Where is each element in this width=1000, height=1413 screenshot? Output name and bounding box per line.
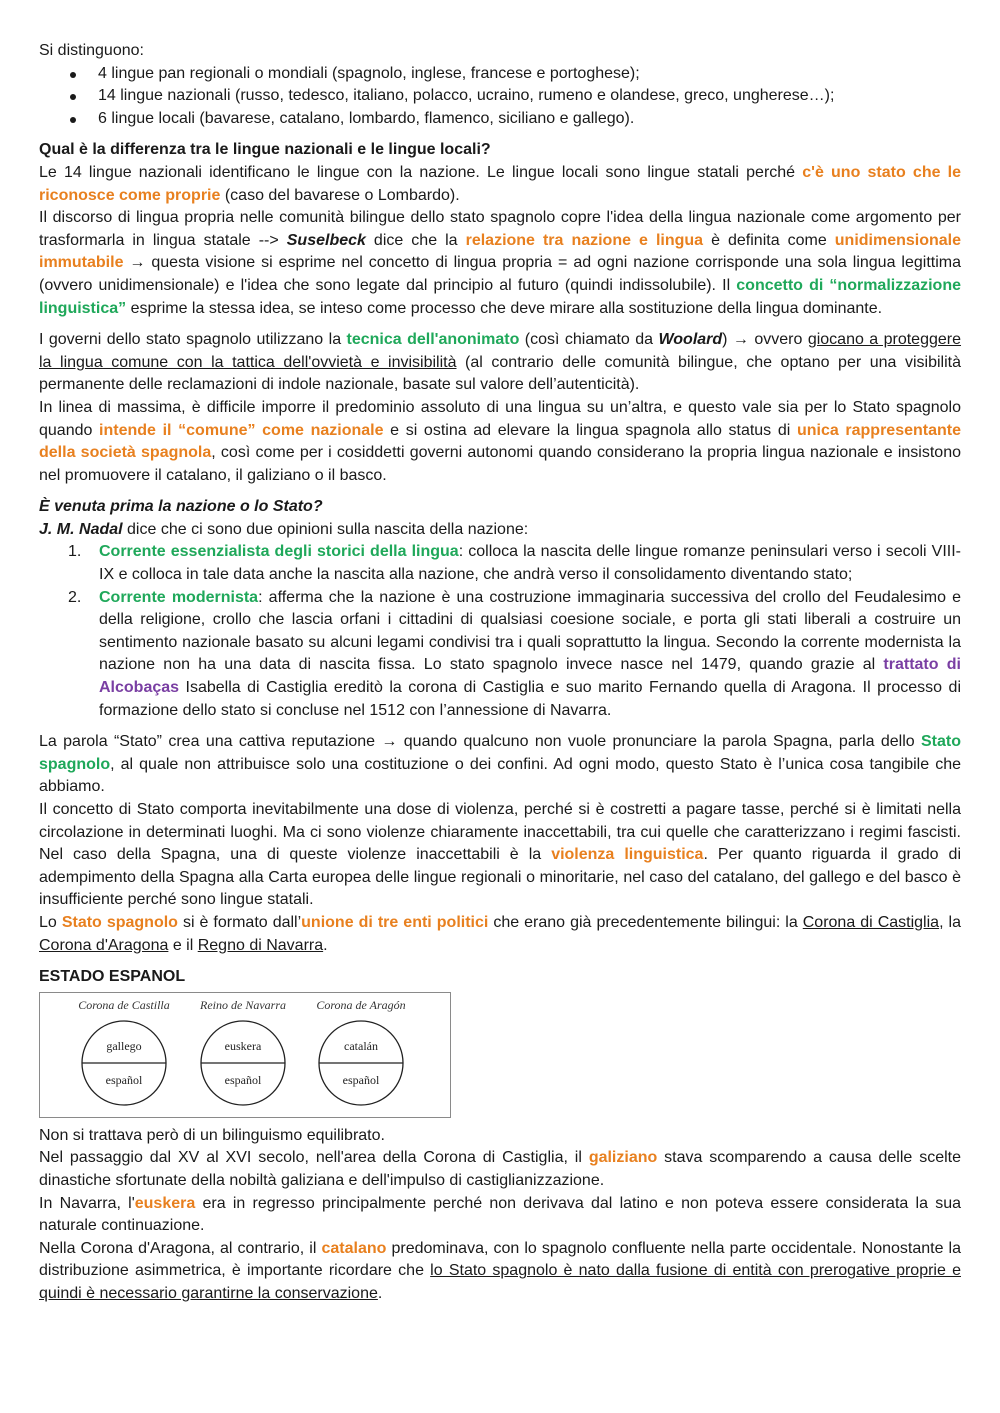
kingdom-name: Reino de Navarra xyxy=(200,997,286,1012)
kingdom-aragon xyxy=(316,998,405,1105)
state-language-label: español xyxy=(105,1072,143,1087)
local-language-label: catalán xyxy=(344,1038,378,1053)
paragraph: Nel passaggio dal XV al XVI secolo, nell'area della Corona di Castiglia, il galiziano stava scomparendo a causa delle scelte dinastiche sfortunate della nobiltà galiziana e dell'impulso di castiglianizzazione. xyxy=(39,1149,961,1189)
language-list xyxy=(39,63,961,131)
paragraph: La parola “Stato” crea una cattiva reputazione → quando qualcuno non vuole pronunciare la parola Spagna, parla dello Stato spagnolo, al quale non attribuisce solo una costituzione o dei confini. Ad ogni modo, questo Stato è l’unica cosa tangibile che abbiamo. xyxy=(39,733,961,796)
intro-lead: Si distinguono: xyxy=(39,42,144,59)
figure-heading: ESTADO ESPANOL xyxy=(39,968,186,986)
local-language-label: euskera xyxy=(224,1038,262,1053)
section-heading: Qual è la differenza tra le lingue nazionali e le lingue locali? xyxy=(39,141,491,159)
kingdom-navarra xyxy=(199,998,286,1105)
list-item: 2. Corrente modernista: afferma che la nazione è una costruzione immaginaria successiva del crollo del Feudalesimo e della religione, crollo che lascia orfani i cittadini di qualsiasi coesione sociale, e porta gli stati liberali a costruire un sentimento nazionale basato su alcuni legami condivisi tra i quali soprattutto la lingua. Secondo la corrente modernista la nazione non ha una data di nascita fissa. Lo stato spagnolo invece nasce nel 1479, quando grazie al trattato di Alcobaças Isabella di Castiglia ereditò la corona di Castiglia e suo marito Fernando quella di Aragona. Il processo di formazione dello stato si concluse nel 1512 con l’annessione di Navarra. xyxy=(68,588,962,719)
bullet-icon xyxy=(70,117,76,123)
paragraph: J. M. Nadal dice che ci sono due opinioni sulla nascita della nazione: xyxy=(39,520,529,538)
state-language-label: español xyxy=(342,1072,380,1087)
kingdom-name: Corona de Aragón xyxy=(316,997,406,1012)
list-item: 14 lingue nazionali (russo, tedesco, italiano, polacco, ucraino, rumeno e olandese, greco, ungherese…); xyxy=(39,85,961,108)
kingdoms-diagram xyxy=(39,992,451,1118)
kingdom-castilla xyxy=(78,998,170,1105)
paragraph: In Navarra, l'euskera era in regresso principalmente perché non derivava dal latino e non poteva essere considerata la sua naturale continuazione. xyxy=(39,1194,961,1235)
document-page xyxy=(39,40,961,1306)
state-language-label: español xyxy=(224,1072,262,1087)
paragraph: Il discorso di lingua propria nelle comunità bilingue dello stato spagnolo copre l'idea della lingua nazionale come argomento per trasformarla in lingua statale --> Suselbeck dice che la relazione tra nazione e lingua è definita come unidimensionale immutabile → questa visione si esprime nel concetto di lingua propria = ad ogni nazione corrisponde una sola lingua legittima (ovvero unidimensionale) e l'idea che sono legate dal principio al futuro (quindi indissolubile). Il concetto di “normalizzazione linguistica” esprime la stessa idea, se inteso come processo che deve mirare alla sostituzione della lingua dominante. xyxy=(39,209,962,317)
paragraph: I governi dello stato spagnolo utilizzano la tecnica dell'anonimato (così chiamato da Woolard) → ovvero giocano a proteggere la lingua comune con la tattica dell'ovvietà e invisibilità (al contrario delle comunità bilingue, che optano per una visibilità permanente delle reclamazioni di indole nazionale, basate sul valore dell’autenticità). xyxy=(39,331,962,394)
list-item: 1. Corrente essenzialista degli storici della lingua: colloca la nascita delle lingue romanze peninsulari verso i secoli VIII-IX e colloca in tale data anche la nascita alla nazione, che andrà verso il consolidamento diventando stato; xyxy=(68,543,962,584)
paragraph: Non si trattava però di un bilinguismo equilibrato. xyxy=(39,1126,385,1144)
paragraph: Il concetto di Stato comporta inevitabilmente una dose di violenza, perché si è costretti a pagare tasse, perché si è limitati nella circolazione in determinati luoghi. Ma ci sono violenze chiaramente inaccettabili, tra cui quelle che caratterizzano i regimi fascisti. Nel caso della Spagna, una di queste violenze inaccettabili è la violenza linguistica. Per quanto riguarda il grado di adempimento della Spagna alla Carta europea delle lingue regionali o minoritarie, nel caso del catalano, del gallego e del basco è insufficiente perché sono lingue statali. xyxy=(39,801,962,909)
paragraph: Nella Corona d'Aragona, al contrario, il catalano predominava, con lo spagnolo confluente nella parte occidentale. Nonostante la distribuzione asimmetrica, è importante ricordare che lo Stato spagnolo è nato dalla fusione di entità con prerogative proprie e quindi è necessario garantirne la conservazione. xyxy=(39,1239,961,1302)
local-language-label: gallego xyxy=(106,1038,142,1053)
kingdom-name: Corona de Castilla xyxy=(78,997,170,1012)
bullet-icon xyxy=(70,72,76,78)
section-heading: È venuta prima la nazione o lo Stato? xyxy=(39,498,323,516)
paragraph: Le 14 lingue nazionali identificano le lingue con la nazione. Le lingue locali sono lingue statali perché c'è uno stato che le riconosce come proprie (caso del bavarese o Lombardo). xyxy=(39,163,962,204)
paragraph: In linea di massima, è difficile imporre il predominio assoluto di una lingua su un’altra, e questo vale sia per lo Stato spagnolo quando intende il “comune” come nazionale e si ostina ad elevare la lingua spagnola allo status di unica rappresentante della società spagnola, così come per i cosiddetti governi autonomi quando considerano la propria lingua nazionale e insistono nel promuovere il catalano, il galiziano o il basco. xyxy=(39,398,961,484)
opinion-list xyxy=(39,541,961,722)
list-item: 6 lingue locali (bavarese, catalano, lombardo, flamenco, siciliano e gallego). xyxy=(39,108,961,131)
list-item: 4 lingue pan regionali o mondiali (spagnolo, inglese, francese e portoghese); xyxy=(39,63,961,86)
bullet-icon xyxy=(70,94,76,100)
paragraph: Lo Stato spagnolo si è formato dall’unione di tre enti politici che erano già precedentemente bilingui: la Corona di Castiglia, la Corona d'Aragona e il Regno di Navarra. xyxy=(39,913,961,954)
